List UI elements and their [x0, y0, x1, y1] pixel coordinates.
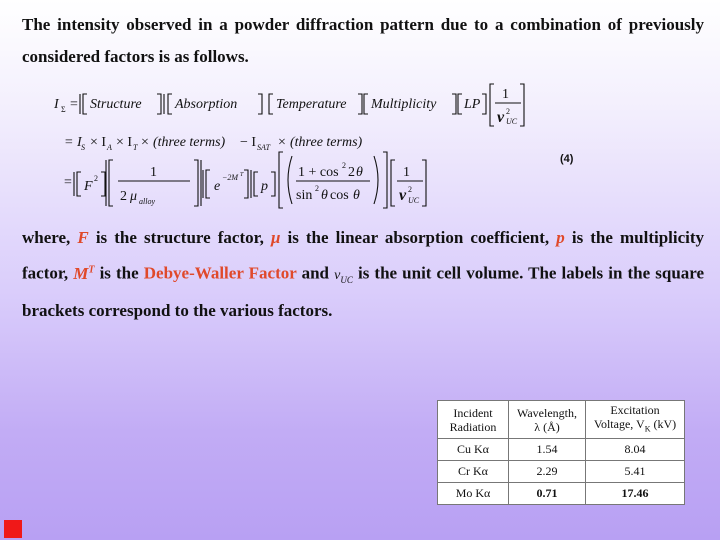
eq-vol2-sup: 2: [408, 185, 412, 194]
eq-lp-den-cos: cos: [330, 188, 349, 203]
table-cell-radiation: Cu Kα: [438, 439, 509, 461]
eq-lhs: I: [54, 97, 59, 112]
eq-exp: −2M: [222, 173, 239, 182]
radiation-table: [437, 400, 685, 505]
eq-abs-num: 1: [150, 165, 157, 180]
table-cell-wavelength: 2.29: [509, 461, 586, 483]
bracket-lp-open: [458, 94, 462, 114]
bracket-temperature-open: [269, 94, 273, 114]
eq-times-1: × I: [90, 135, 107, 150]
bracket-temp-close: [244, 170, 251, 198]
eq-lp-den-theta2: θ: [353, 188, 360, 203]
paren-lp-close: [374, 156, 378, 204]
eq-frac-num: 1: [502, 87, 509, 102]
eq-three-terms-2: (three terms): [290, 135, 363, 150]
bracket-temperature-close: [358, 94, 362, 114]
explain-is-the: is the: [99, 263, 139, 283]
bracket-vol2-open: [391, 160, 395, 206]
symbol-m: $M^T$: [73, 263, 95, 283]
explain-structure: is the structure factor,: [95, 228, 264, 247]
eq-line2-start: = I: [64, 135, 82, 150]
explain-volume: is the unit cell volume. The labels in the square brackets correspond to the various factors.: [22, 263, 705, 321]
table-cell-voltage: 17.46: [586, 483, 685, 505]
bracket-vol2-close: [422, 160, 426, 206]
table-cell-radiation: Mo Kα: [438, 483, 509, 505]
bracket-lp-close: [482, 94, 486, 114]
table-cell-wavelength: 0.71: [509, 483, 586, 505]
table-row: [438, 439, 685, 461]
table-cell-wavelength: 1.54: [509, 439, 586, 461]
eq-lp-num-theta: θ: [356, 165, 363, 180]
bracket-volume-close: [520, 84, 524, 126]
slide-nav-button[interactable]: [4, 520, 22, 538]
eq-s-sub: S: [81, 143, 85, 152]
eq-abs-2: 2: [120, 189, 127, 204]
bracket-lp-big-open: [279, 152, 283, 208]
bracket-absorption-open: [168, 94, 172, 114]
eq-exp-e: e: [214, 179, 221, 194]
explain-multiplicity: is the multiplicity factor,: [22, 228, 705, 283]
explain-absorption: is the linear absorption coefficient,: [287, 228, 550, 247]
eq-f2-sup: 2: [94, 174, 98, 183]
eq-frac-den-sub: UC: [506, 117, 518, 126]
bracket-p-close: [271, 172, 275, 196]
paren-lp-open: [288, 156, 292, 204]
header-excitation-voltage: Excitation Voltage, $V_K$ (kV): [586, 401, 685, 439]
eq-factor-lp: LP: [464, 97, 481, 112]
eq-lp-den: sin: [296, 188, 313, 203]
eq-times-2: × I: [116, 135, 133, 150]
explain-and: and: [301, 263, 330, 283]
eq-equals-3: =: [64, 175, 72, 190]
eq-frac-den-sup: 2: [506, 107, 510, 116]
table-cell-radiation: Cr Kα: [438, 461, 509, 483]
eq-frac-den: v: [497, 109, 505, 126]
bracket-absorption-close: [258, 94, 262, 114]
eq-exp-sup: T: [240, 172, 244, 178]
eq-alloy-sub: alloy: [139, 197, 155, 206]
bracket-volume-open: [490, 84, 494, 126]
eq-lp-den-sup: 2: [315, 184, 319, 193]
eq-abs-mu: μ: [130, 189, 138, 204]
eq-vol2-sub: UC: [408, 196, 420, 205]
eq-factor-absorption: Absorption: [175, 97, 238, 112]
symbol-v-uc: $v_{UC}$: [334, 267, 353, 285]
eq-t-sub: T: [133, 143, 138, 152]
eq-factor-multiplicity: Multiplicity: [371, 97, 437, 112]
eq-lhs-sub: Σ: [61, 105, 66, 114]
eq-factor-temperature: Temperature: [276, 97, 347, 112]
eq-lp-num: 1 + cos: [298, 165, 339, 180]
bracket-abs-close: [194, 160, 201, 206]
symbol-mu: μ: [270, 228, 281, 247]
eq-factor-structure: Structure: [90, 97, 142, 112]
table-row: [438, 461, 685, 483]
bracket-p-open: [254, 172, 258, 196]
eq-three-terms-1: (three terms): [153, 135, 226, 150]
bracket-abs-open: [106, 160, 113, 206]
table-cell-voltage: 5.41: [586, 461, 685, 483]
eq-vol2-num: 1: [403, 165, 410, 180]
equation-graphic: [40, 82, 680, 212]
eq-minus: − I: [240, 135, 257, 150]
header-incident-radiation: Incident Radiation: [438, 401, 509, 439]
eq-p: p: [261, 179, 268, 194]
intro-paragraph: The intensity observed in a powder diffraction pattern due to a combination of previously considered factors is as follows.: [22, 15, 704, 66]
eq-sat-sub: SAT: [257, 143, 271, 152]
bracket-f2-open: [74, 172, 81, 196]
bracket-multiplicity-close: [452, 94, 456, 114]
explanation-paragraph: [22, 222, 704, 327]
header-wavelength: Wavelength, λ (Å): [509, 401, 586, 439]
bracket-structure-close: [157, 94, 164, 114]
bracket-multiplicity-open: [364, 94, 368, 114]
table-row: [438, 483, 685, 505]
intensity-equation: [40, 82, 680, 212]
symbol-p: p: [556, 228, 565, 247]
debye-waller-link: Debye-Waller Factor: [143, 263, 297, 283]
eq-f2: F: [84, 179, 93, 194]
table-header-row: [438, 401, 685, 439]
symbol-f: F: [77, 228, 89, 247]
eq-a-sub: A: [107, 143, 112, 152]
eq-lp-den-theta: θ: [321, 188, 328, 203]
eq-lp-num-sup: 2: [342, 161, 346, 170]
eq-lp-num-2: 2: [348, 165, 355, 180]
eq-vol2-den: v: [399, 187, 407, 204]
eq-times-4: ×: [278, 135, 286, 150]
equation-number: (4): [560, 153, 574, 165]
bracket-structure-open: [80, 94, 87, 114]
eq-times-3: ×: [141, 135, 149, 150]
bracket-f2-close: [101, 172, 105, 196]
bracket-lp-big-close: [383, 152, 387, 208]
explain-where: where,: [22, 228, 71, 247]
bracket-temp-open: [203, 170, 210, 198]
eq-equals-1: =: [70, 97, 78, 112]
table-cell-voltage: 8.04: [586, 439, 685, 461]
